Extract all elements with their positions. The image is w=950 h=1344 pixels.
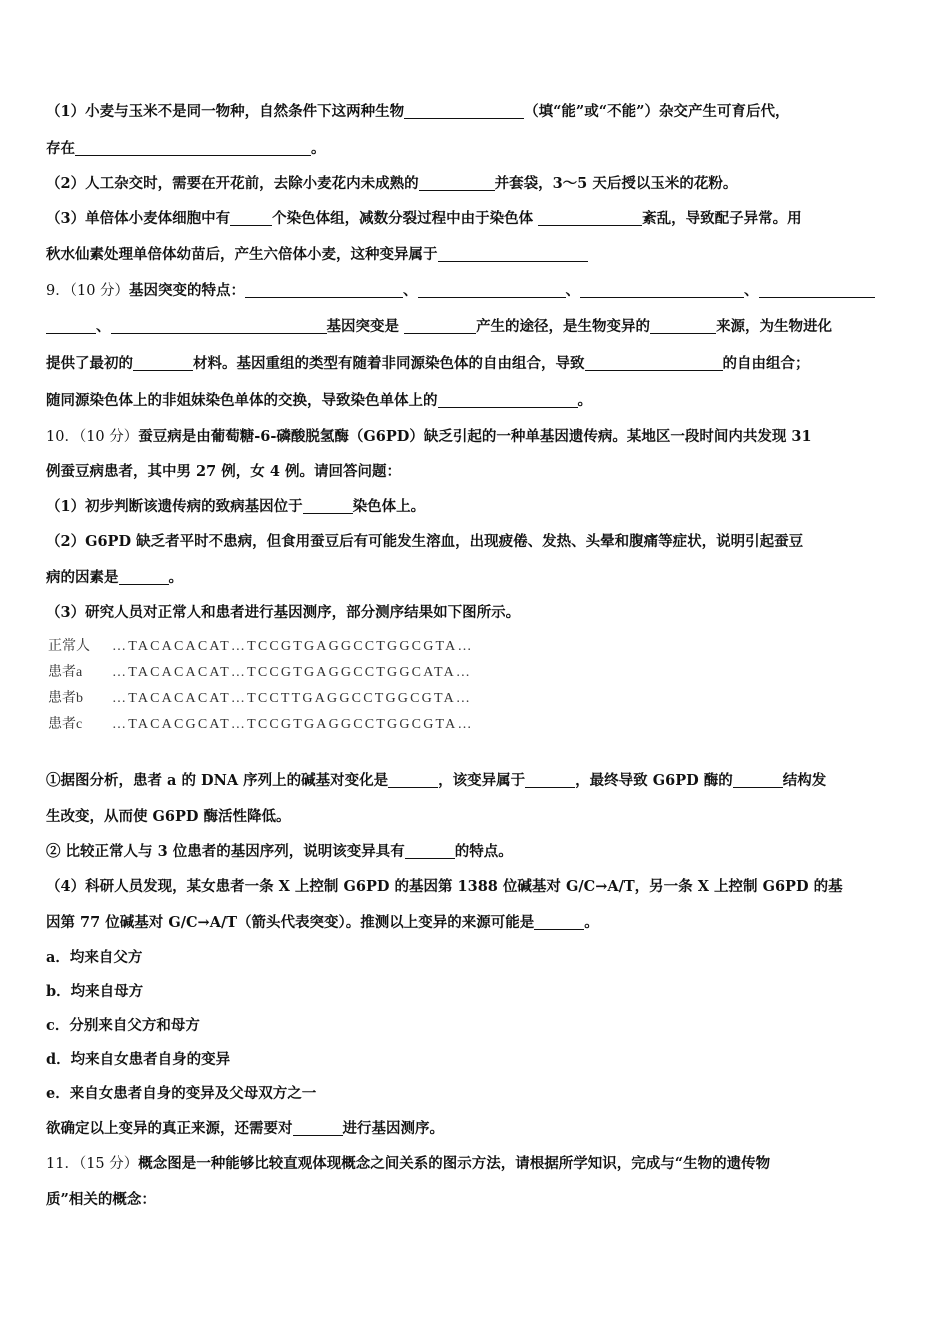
answer-blank[interactable]: [733, 772, 783, 788]
option-b: b．均来自母方: [46, 983, 144, 1000]
sequence-row: 患者a …TACACACAT…TCCGTGAGGCCTGGCATA…: [48, 665, 473, 680]
q10-part4-line1: （4）科研人员发现，某女患者一条 X 上控制 G6PD 的基因第 1388 位碱基对 G/C→A/T，另一条 X 上控制 G6PD 的基: [46, 878, 843, 895]
option-d: d．均来自女患者自身的变异: [46, 1051, 231, 1068]
q10-final-line: 欲确定以上变异的真正来源，还需要对 进行基因测序。: [46, 1120, 444, 1137]
option-e: e．来自女患者自身的变异及父母双方之一: [46, 1085, 317, 1102]
sequence-row: 患者b …TACACACAT…TCCTTGAGGCCTGGCGTA…: [48, 691, 473, 706]
q10-part1-line: （1）初步判断该遗传病的致病基因位于 染色体上。: [46, 498, 426, 515]
answer-blank[interactable]: [525, 772, 575, 788]
q10-line2: 例蚕豆病患者，其中男 27 例，女 4 例。请回答问题：: [46, 463, 401, 480]
answer-blank[interactable]: [585, 355, 723, 371]
option-a: a．均来自父方: [46, 949, 143, 966]
answer-blank[interactable]: [534, 914, 584, 930]
sequence-row: 正常人 …TACACACAT…TCCGTGAGGCCTGGCGTA…: [48, 639, 474, 654]
q8-part1-line1: （1）小麦与玉米不是同一物种，自然条件下这两种生物 （填“能”或“不能”）杂交产生可育后代，: [46, 103, 790, 120]
q10-part2-line2: 病的因素是 。: [46, 569, 183, 586]
question-number: 9．（10 分）: [46, 283, 130, 299]
q8-part3-line1: （3）单倍体小麦体细胞中有 个染色体组，减数分裂过程中由于染色体 紊乱，导致配子异常。用: [46, 210, 802, 227]
answer-blank[interactable]: [119, 569, 169, 585]
q9-line1: 9．（10 分）基因突变的特点： 、 、 、: [46, 281, 906, 301]
answer-blank[interactable]: [404, 103, 524, 119]
answer-blank[interactable]: [293, 1120, 343, 1136]
sequence-row: 患者c …TACACGCAT…TCCGTGAGGCCTGGCGTA…: [48, 717, 474, 732]
answer-blank[interactable]: [580, 282, 744, 298]
answer-blank[interactable]: [759, 282, 875, 298]
q8-part3-line2: 秋水仙素处理单倍体幼苗后，产生六倍体小麦，这种变异属于: [46, 245, 906, 265]
answer-blank[interactable]: [111, 318, 327, 334]
q11-line1: 11．（15 分）概念图是一种能够比较直观体现概念之间关系的图示方法，请根据所学知识，完成与“生物的遗传物: [46, 1155, 771, 1172]
q8-part1-line2: 存在 。: [46, 140, 326, 157]
answer-blank[interactable]: [245, 282, 403, 298]
q9-line2: 、 基因突变是 产生的途径，是生物变异的 来源，为生物进化: [46, 317, 906, 337]
answer-blank[interactable]: [405, 843, 455, 859]
q9-line3: 提供了最初的 材料。基因重组的类型有随着非同源染色体的自由组合，导致 的自由组合；: [46, 355, 810, 372]
answer-blank[interactable]: [388, 772, 438, 788]
q10-sub1-line2: 生改变，从而使 G6PD 酶活性降低。: [46, 808, 291, 825]
answer-blank[interactable]: [230, 210, 272, 226]
q10-part3-line: （3）研究人员对正常人和患者进行基因测序，部分测序结果如下图所示。: [46, 604, 521, 621]
answer-blank[interactable]: [438, 392, 578, 408]
answer-blank[interactable]: [303, 498, 353, 514]
answer-blank[interactable]: [133, 355, 193, 371]
question-number: 11．（15 分）: [46, 1156, 139, 1172]
q10-part4-line2: 因第 77 位碱基对 G/C→A/T（箭头代表突变）。推测以上变异的来源可能是 。: [46, 914, 599, 931]
answer-blank[interactable]: [538, 210, 642, 226]
q10-part2-line1: （2）G6PD 缺乏者平时不患病，但食用蚕豆后有可能发生溶血，出现疲倦、发热、头晕和腹痛等症状，说明引起蚕豆: [46, 533, 804, 550]
answer-blank[interactable]: [418, 282, 566, 298]
answer-blank[interactable]: [419, 175, 495, 191]
q10-sub1-line1: ①据图分析，患者 a 的 DNA 序列上的碱基对变化是 ，该变异属于 ，最终导致 G6PD 酶的 结构发: [46, 772, 827, 789]
answer-blank[interactable]: [650, 318, 716, 334]
answer-blank[interactable]: [75, 140, 311, 156]
answer-blank[interactable]: [438, 246, 588, 262]
q10-line1: 10．（10 分）蚕豆病是由葡萄糖-6-磷酸脱氢酶（G6PD）缺乏引起的一种单基因遗传病。某地区一段时间内共发现 31: [46, 428, 812, 445]
question-number: 10．（10 分）: [46, 429, 139, 445]
q10-sub2-line: ② 比较正常人与 3 位患者的基因序列，说明该变异具有 的特点。: [46, 843, 513, 860]
option-c: c．分别来自父方和母方: [46, 1017, 200, 1034]
answer-blank[interactable]: [46, 318, 96, 334]
q11-line2: 质”相关的概念：: [46, 1191, 156, 1208]
q9-line4: 随同源染色体上的非姐妹染色单体的交换，导致染色单体上的 。: [46, 392, 592, 409]
q8-part2-line: （2）人工杂交时，需要在开花前，去除小麦花内未成熟的 并套袋，3～5 天后授以玉米的花粉。: [46, 175, 738, 192]
answer-blank[interactable]: [404, 318, 476, 334]
